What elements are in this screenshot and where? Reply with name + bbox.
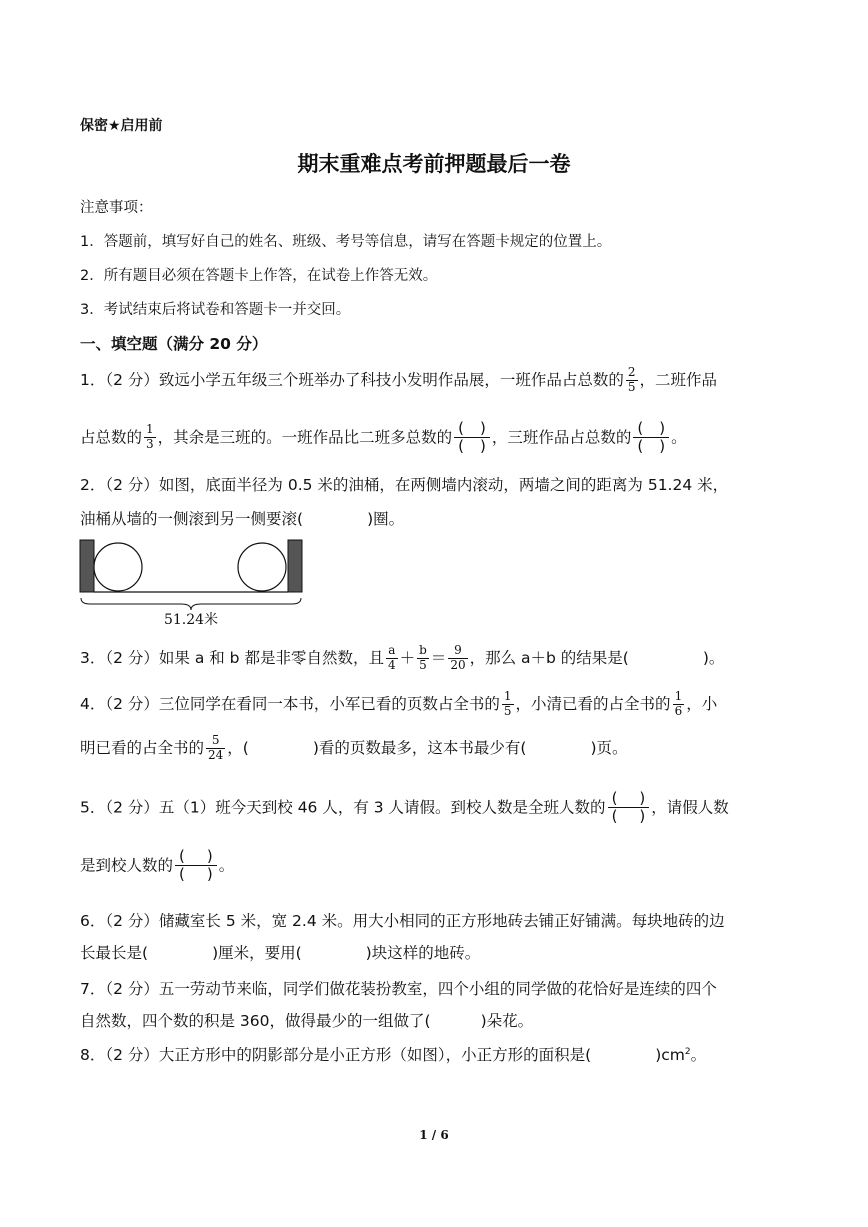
question-1-line-1: 1．（2 分）致远小学五年级三个班举办了科技小发明作品展，一班作品占总数的 $\frac{2}{5}$ ，二班作品 (80, 365, 718, 394)
section-1-title: 一、填空题（满分 20 分） (80, 335, 268, 353)
question-4-line-2: 明已看的占全书的 $\frac{5}{24}$ ，( )看的页数最多，这本书最少有( )页。 (80, 733, 628, 762)
notes-heading: 注意事项： (80, 200, 153, 216)
confidential-label: 保密★启用前 (80, 118, 163, 134)
distance-brace (81, 598, 301, 610)
right-wall (288, 540, 302, 592)
answer-blank-fraction: $\frac{( )}{( )}$ (633, 420, 669, 456)
fraction: $\frac{1}{5}$ (503, 689, 512, 718)
question-1-line-2: 占总数的 $\frac{1}{3}$ ，其余是三班的。一班作品比二班多总数的 $\frac{( )}{( )}$ ，三班作品占总数的 $\frac{( )}{( )}$ 。 (80, 419, 687, 456)
question-2-line-1: 2．（2 分）如图，底面半径为 0.5 米的油桶，在两侧墙内滚动，两墙之间的距离为 51.24 米， (80, 476, 729, 494)
answer-blank-fraction: $\frac{( )}{( )}$ (175, 848, 217, 884)
page-number: 1 / 6 (419, 1128, 449, 1142)
drum-right (238, 543, 286, 591)
answer-blank-fraction: $\frac{( )}{( )}$ (608, 790, 650, 826)
note-item-3: 3．考试结束后将试卷和答题卡一并交回。 (80, 302, 351, 318)
question-7-line-2: 自然数，四个数的积是 360，做得最少的一组做了( )朵花。 (80, 1012, 534, 1030)
fraction: $\frac{a}{4}$ (387, 643, 396, 672)
question-6-line-2: 长最长是( )厘米，要用( )块这样的地砖。 (80, 944, 481, 962)
drum-left (94, 543, 142, 591)
question-7-line-1: 7．（2 分）五一劳动节来临，同学们做花装扮教室，四个小组的同学做的花恰好是连续的四个 (80, 980, 717, 998)
note-item-1: 1．答题前，填写好自己的姓名、班级、考号等信息，请写在答题卡规定的位置上。 (80, 234, 612, 250)
distance-label: 51.24米 (163, 612, 219, 628)
fraction: $\frac{1}{3}$ (146, 422, 154, 452)
question-6-line-1: 6．（2 分）储藏室长 5 米，宽 2.4 米。用大小相同的正方形地砖去铺正好铺满。每块地砖的边 (80, 912, 725, 930)
question-4-line-1: 4．（2 分）三位同学在看同一本书，小军已看的页数占全书的 $\frac{1}{5}$ ，小清已看的占全书的 $\frac{1}{6}$ ，小 (80, 689, 718, 718)
question-5-line-2: 是到校人数的 $\frac{( )}{( )}$ 。 (80, 847, 235, 884)
note-item-2: 2．所有题目必须在答题卡上作答，在试卷上作答无效。 (80, 268, 438, 284)
question-8: 8．（2 分）大正方形中的阴影部分是小正方形（如图），小正方形的面积是( )$cm^2$。 (80, 1046, 707, 1065)
exam-title: 期末重难点考前押题最后一卷 (297, 152, 571, 176)
question-3: 3．（2 分）如果 a 和 b 都是非零自然数，且 $\frac{a}{4}$ ＋ $\frac{b}{5}$ ＝ $\frac{9}{20}$ ，那么 a＋b 的结果是( )。 (80, 643, 725, 672)
fraction: $\frac{5}{24}$ (208, 733, 224, 762)
fraction: $\frac{b}{5}$ (419, 643, 427, 672)
oil-drum-figure (78, 538, 306, 630)
fraction: $\frac{9}{20}$ (450, 643, 466, 672)
answer-blank-fraction: $\frac{( )}{( )}$ (454, 420, 490, 456)
question-5-line-1: 5．（2 分）五（1）班今天到校 46 人，有 3 人请假。到校人数是全班人数的 $\frac{( )}{( )}$ ，请假人数 (80, 789, 729, 826)
question-2-line-2: 油桶从墙的一侧滚到另一侧要滚( )圈。 (80, 510, 405, 528)
left-wall (80, 540, 94, 592)
fraction: $\frac{1}{6}$ (674, 689, 683, 718)
fraction: $\frac{2}{5}$ (627, 365, 636, 394)
